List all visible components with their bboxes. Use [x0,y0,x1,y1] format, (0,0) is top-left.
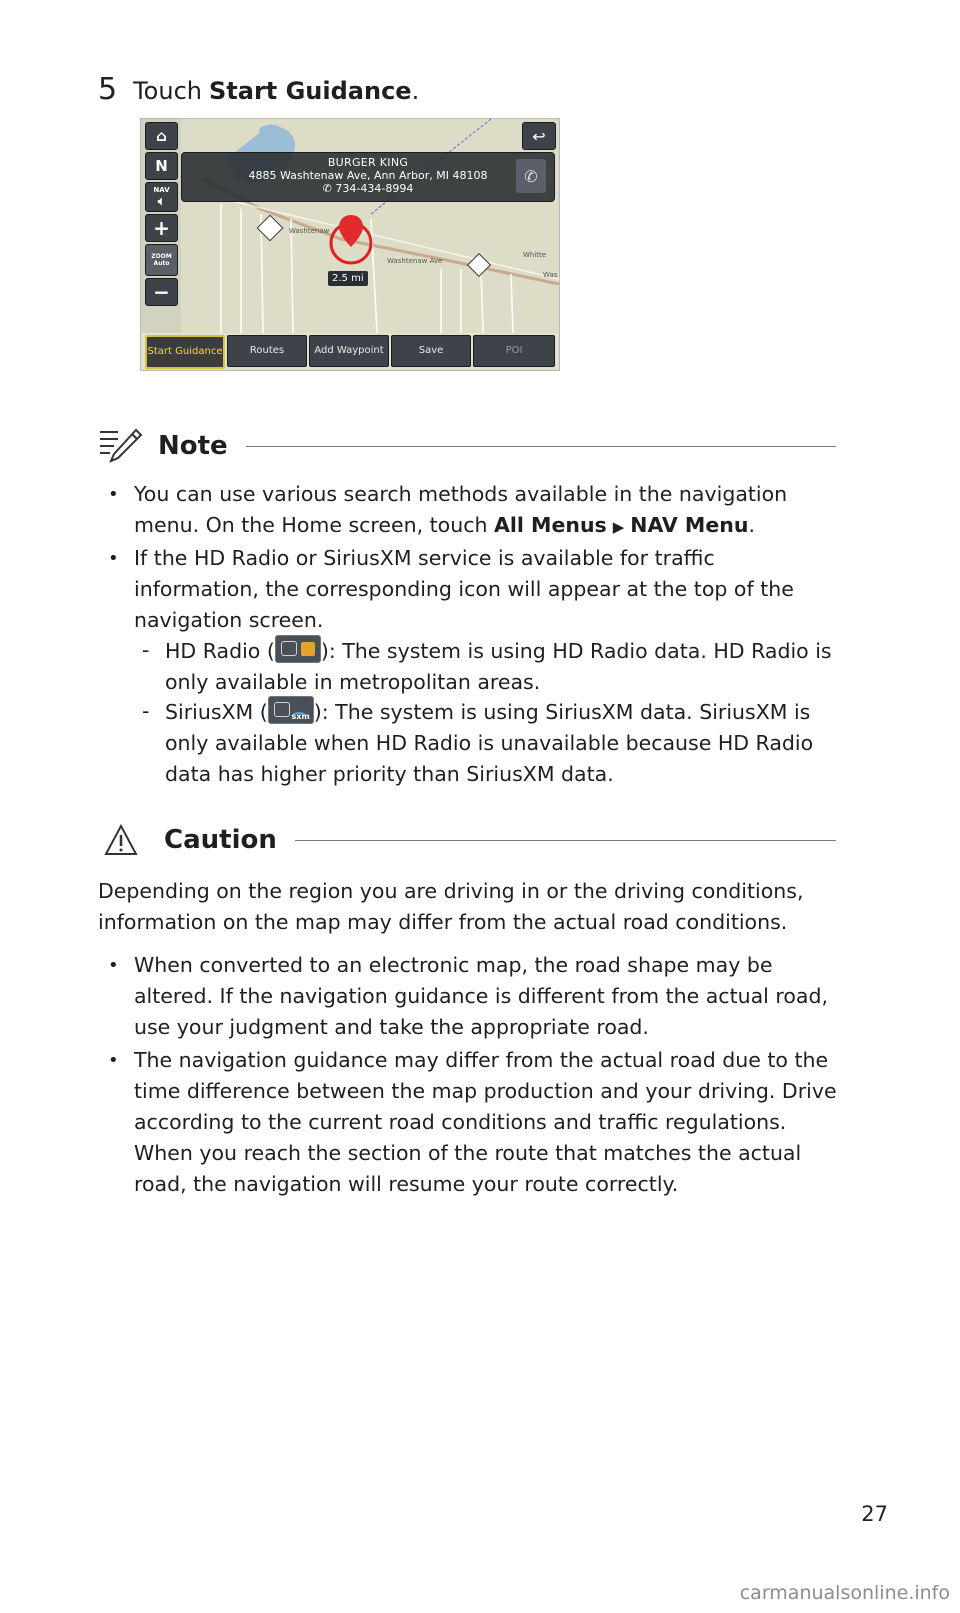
caution-intro: Depending on the region you are driving in or the driving conditions, information on the map may differ from the actual road conditions. [98,879,804,934]
bullet-dot: • [108,548,119,569]
phone-small-icon: ✆ [322,182,336,195]
note-pencil-icon [98,426,142,466]
step-instruction [98,72,419,107]
nav-menu-label: NAV Menu [630,513,749,537]
call-button[interactable] [516,159,546,193]
compass-icon: N [155,157,168,175]
nav-volume-button[interactable] [145,182,178,212]
all-menus-label: All Menus [494,513,607,537]
caution-title: Caution [164,825,277,855]
step-number: 5 [98,72,118,107]
poi-button[interactable]: POI [473,335,555,367]
add-waypoint-button[interactable]: Add Waypoint [309,335,389,367]
phone-icon: ✆ [524,166,538,186]
zoom-in-button[interactable] [145,214,178,242]
back-button[interactable] [522,122,556,150]
arrow-right-icon: ▶ [612,518,625,536]
note-bullet-text: If the HD Radio or SiriusXM service is available for traffic information, the corresponding icon will appear at the top of the navigation screen. [134,546,794,632]
sub-dash: - [142,638,150,662]
home-icon: ⌂ [156,127,167,145]
street-label: Washtenaw Ave [387,257,443,265]
back-arrow-icon: ↩ [532,126,546,146]
step-suffix: . [411,77,420,105]
street-label: Was [543,271,558,279]
bullet-dot: • [108,955,119,976]
step-bold-text: Start Guidance [208,77,412,105]
note-header [98,426,836,466]
note-bullet-end: . [748,513,755,537]
sub-dash: - [142,699,150,723]
poi-phone: 734-434-8994 [335,182,414,195]
page-number: 27 [861,1502,888,1526]
street-label: Washtenaw [289,227,330,235]
minus-icon: − [153,280,170,304]
note-title: Note [158,431,228,461]
bullet-dot: • [108,484,119,505]
note-sub-item [142,696,842,790]
zoom-mode: Auto [153,260,170,267]
sub-post: ): The system is using HD Radio data. HD Radio is only available in metropolitan areas. [165,639,832,694]
caution-bullet-text: When converted to an electronic map, the road shape may be altered. If the navigation guidance is different from the actual road, use your judgment and take the appropriate road. [134,953,828,1039]
caution-divider [295,840,836,841]
siriusxm-traffic-icon: sxm [268,696,314,724]
plus-icon: + [153,216,170,240]
save-button[interactable]: Save [391,335,471,367]
compass-button[interactable] [145,152,178,180]
note-bullet [108,543,838,636]
hd-radio-traffic-icon [275,635,321,663]
note-sub-item [142,635,842,698]
note-divider [246,446,836,447]
poi-address: 4885 Washtenaw Ave, Ann Arbor, MI 48108 [248,169,488,182]
zoom-mode-button[interactable] [145,244,178,276]
caution-bullet [108,950,838,1043]
bullet-dot: • [108,1050,119,1071]
caution-header [98,824,836,856]
navigation-map-screenshot [140,118,560,371]
warning-icon [104,824,138,856]
street-label: Whitte [523,251,547,259]
poi-name: BURGER KING [327,156,409,169]
watermark: carmanualsonline.info [739,1582,950,1604]
sub-post: ): The system is using SiriusXM data. SiriusXM is only available when HD Radio is unavailable because HD Radio data has higher priority than SiriusXM data. [165,700,814,786]
start-guidance-button[interactable]: Start Guidance [145,335,225,369]
zoom-label: ZOOM [151,253,172,260]
poi-phone-line [182,182,554,195]
caution-bullet [108,1045,838,1200]
zoom-out-button[interactable] [145,278,178,306]
sub-pre: HD Radio ( [165,639,275,663]
note-bullet-text: You can use various search methods available in the navigation menu. On the Home screen, touch [134,482,788,537]
home-button[interactable] [145,122,178,150]
caution-bullet-text: The navigation guidance may differ from the actual road due to the time difference between the map production and your driving. Drive according to the current road conditions and traffic regulations. When you reach the section of the route that matches the actual road, the navigation will resume your route correctly. [134,1048,837,1196]
nav-label: NAV [153,185,170,194]
poi-info-bar [181,152,555,202]
sub-pre: SiriusXM ( [165,700,268,724]
speaker-icon: 🔈︎ [157,193,166,208]
step-prefix: Touch [133,77,202,105]
distance-badge: 2.5 mi [328,271,368,286]
routes-button[interactable]: Routes [227,335,307,367]
note-bullet [108,479,838,543]
